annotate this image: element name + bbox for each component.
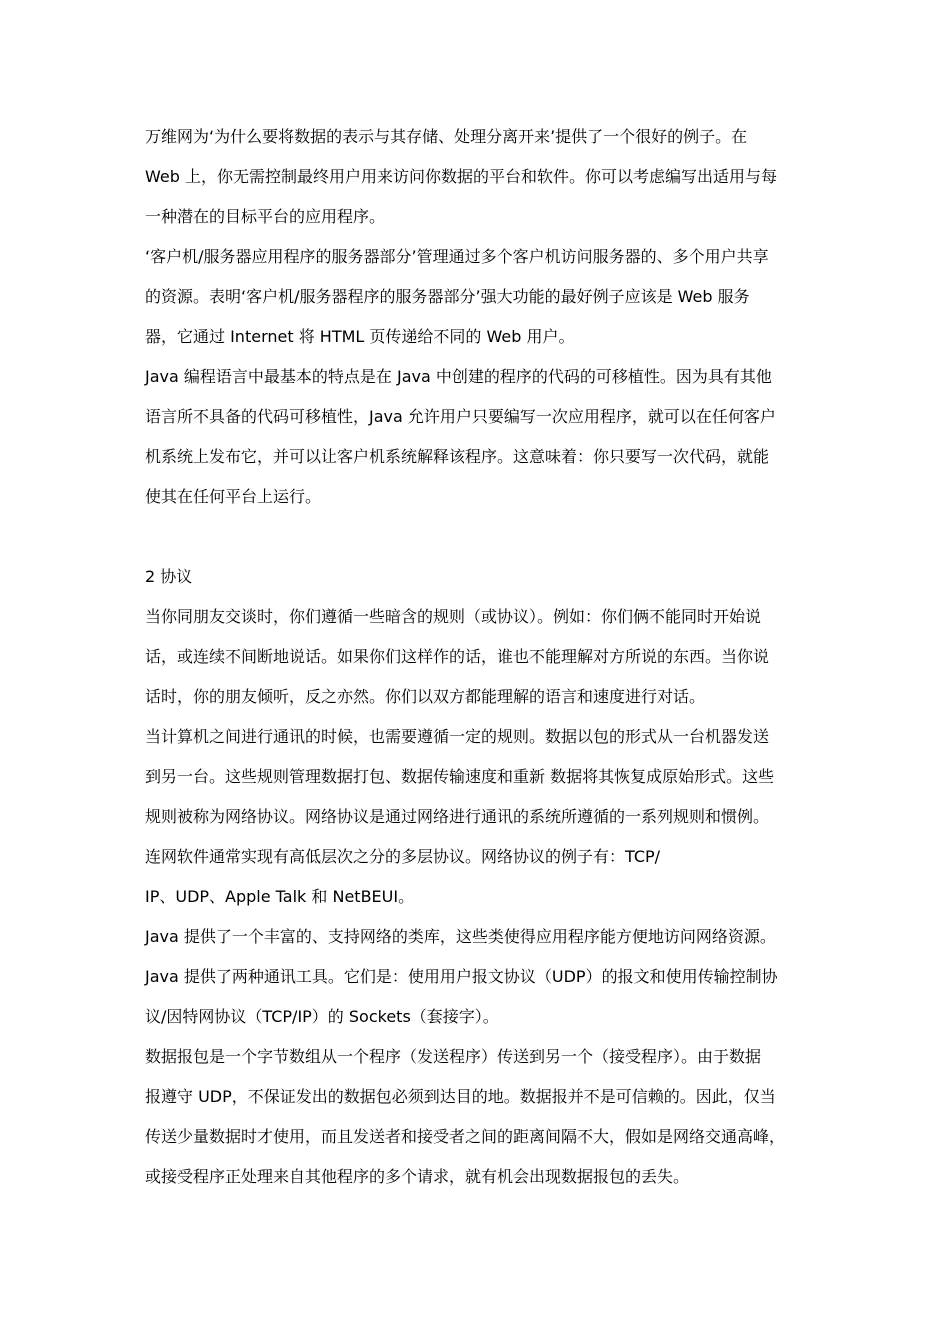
text-line: 规则被称为网络协议。网络协议是通过网络进行通讯的系统所遵循的一系列规则和惯例。 [145, 807, 770, 826]
text-line: 议/因特网协议（TCP/IP）的 Sockets（套接字）。 [145, 1007, 499, 1026]
blank-line [145, 520, 813, 560]
text-line: 机系统上发布它，并可以让客户机系统解释该程序。这意味着：你只要写一次代码，就能 [145, 447, 770, 466]
text-line: Java 提供了一个丰富的、支持网络的类库，这些类使得应用程序能方便地访问网络资源。 [145, 927, 776, 946]
text-line: Java 编程语言中最基本的特点是在 Java 中创建的程序的代码的可移植性。因为具有其他 [145, 367, 772, 386]
text-line: 或接受程序正处理来自其他程序的多个请求，就有机会出现数据报包的丢失。 [145, 1167, 690, 1186]
text-line: 万维网为‘为什么要将数据的表示与其存储、处理分离开来’提供了一个很好的例子。在 [145, 127, 748, 146]
text-line: 到另一台。这些规则管理数据打包、数据传输速度和重新 数据将其恢复成原始形式。这些 [145, 767, 775, 786]
text-line: 器，它通过 Internet 将 HTML 页传递给不同的 Web 用户。 [145, 327, 575, 346]
text-line: 话，或连续不间断地说话。如果你们这样作的话，谁也不能理解对方所说的东西。当你说 [145, 647, 770, 666]
section-heading: 2 协议 [145, 567, 193, 586]
text-line: IP、UDP、Apple Talk 和 NetBEUI。 [145, 887, 415, 906]
text-line: Java 提供了两种通讯工具。它们是：使用用户报文协议（UDP）的报文和使用传输控制协 [145, 967, 778, 986]
text-line: 一种潜在的目标平台的应用程序。 [145, 207, 386, 226]
text-line: 话时，你的朋友倾听，反之亦然。你们以双方都能理解的语言和速度进行对话。 [145, 687, 706, 706]
text-line: 当你同朋友交谈时，你们遵循一些暗含的规则（或协议）。例如：你们俩不能同时开始说 [145, 607, 762, 626]
text-line: 传送少量数据时才使用，而且发送者和接受者之间的距离间隔不大，假如是网络交通高峰， [145, 1127, 786, 1146]
text-line: ‘客户机/服务器应用程序的服务器部分’管理通过多个客户机访问服务器的、多个用户共享 [145, 247, 769, 266]
text-line: 使其在任何平台上运行。 [145, 487, 322, 506]
text-line: Web 上，你无需控制最终用户用来访问你数据的平台和软件。你可以考虑编写出适用与每 [145, 167, 777, 186]
text-line: 的资源。表明‘客户机/服务器程序的服务器部分’强大功能的最好例子应该是 Web 服务 [145, 287, 750, 306]
text-line: 当计算机之间进行通讯的时候，也需要遵循一定的规则。数据以包的形式从一台机器发送 [145, 727, 770, 746]
text-line: 语言所不具备的代码可移植性，Java 允许用户只要编写一次应用程序，就可以在任何客户 [145, 407, 776, 426]
text-line: 报遵守 UDP，不保证发出的数据包必须到达目的地。数据报并不是可信赖的。因此，仅当 [145, 1087, 776, 1106]
text-line: 连网软件通常实现有高低层次之分的多层协议。网络协议的例子有：TCP/ [145, 847, 661, 866]
document-body [145, 120, 813, 1200]
text-line: 数据报包是一个字节数组从一个程序（发送程序）传送到另一个（接受程序）。由于数据 [145, 1047, 762, 1066]
